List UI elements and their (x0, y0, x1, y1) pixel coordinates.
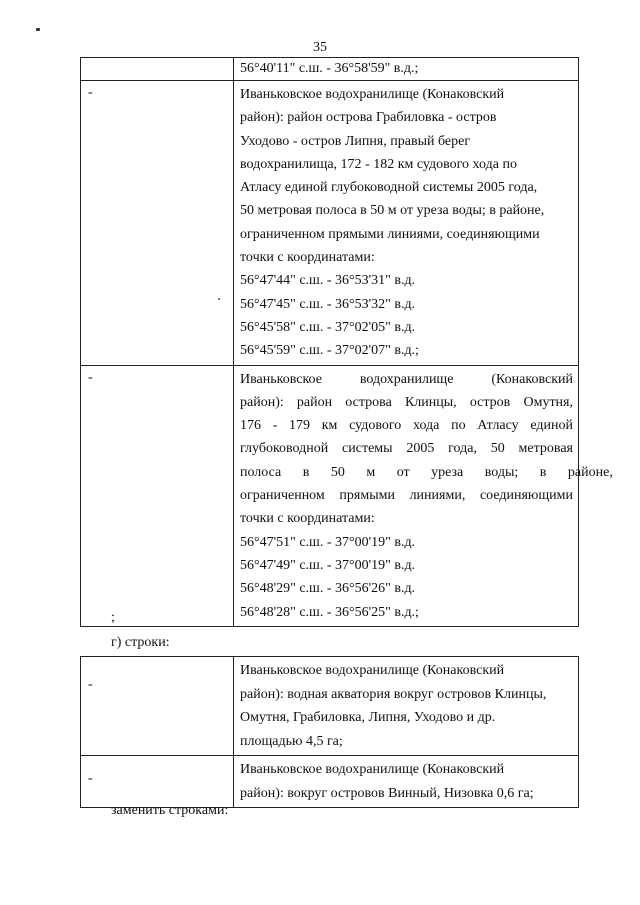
dash-marker: - (88, 677, 93, 692)
table-row (81, 58, 579, 81)
coordinate-line: 56°48'29" с.ш. - 36°56'26" в.д. (240, 581, 416, 597)
dash-cell (81, 756, 234, 808)
text-line: 56°40'11" с.ш. - 36°58'59" в.д.; (240, 61, 419, 76)
coordinates-table (80, 57, 613, 627)
coordinate-line: 56°47'51" с.ш. - 37°00'19" в.д. (240, 534, 416, 550)
dash-cell (81, 58, 234, 81)
text-line: точки с координатами: (240, 250, 375, 266)
text-cell (234, 756, 579, 808)
table-row (81, 657, 579, 756)
text-line: район): вокруг островов Винный, Низовка 0,6 га; (240, 785, 534, 801)
dash-cell (81, 657, 234, 756)
scan-mark (36, 28, 40, 31)
dash-cell (81, 365, 234, 626)
text-line: Атласу единой глубоководной системы 2005 года, (240, 180, 538, 196)
text-cell (234, 81, 579, 366)
text-line: Иваньковское водохранилище (Конаковский (240, 371, 573, 387)
text-line: точки с координатами: (240, 511, 375, 527)
section-label: г) строки: (111, 635, 170, 650)
text-line: водохранилища, 172 - 182 км судового хода по (240, 156, 517, 172)
text-cell (234, 657, 579, 756)
footer-label: заменить строками: (111, 803, 229, 818)
text-line: 176 - 179 км судового хода по Атласу единой (240, 418, 573, 434)
text-line: Уходово - остров Липня, правый берег (240, 133, 471, 149)
coordinate-line: 56°47'49" с.ш. - 37°00'19" в.д. (240, 557, 416, 573)
page-number: 35 (313, 40, 327, 55)
coordinate-line: 56°45'58" с.ш. - 37°02'05" в.д. (240, 319, 416, 335)
text-line: 50 метровая полоса в 50 м от уреза воды; в районе, (240, 203, 545, 219)
text-line: район): район острова Клинцы, остров Омутня, (240, 394, 573, 410)
text-line: район): район острова Грабиловка - остров (240, 110, 497, 126)
table-row (81, 756, 579, 808)
table-row (81, 365, 579, 626)
coordinate-line: 56°47'45" с.ш. - 36°53'32" в.д. (240, 296, 416, 312)
text-cell (234, 58, 579, 81)
text-line: Иваньковское водохранилище (Конаковский (240, 663, 505, 678)
coordinate-line: 56°47'44" с.ш. - 36°53'31" в.д. (240, 273, 416, 289)
text-line: Иваньковское водохранилище (Конаковский (240, 762, 505, 777)
text-line: полоса в 50 м от уреза воды; в районе, (240, 464, 613, 480)
text-cell (234, 365, 613, 626)
coordinate-line: 56°48'28" с.ш. - 36°56'25" в.д.; (240, 604, 419, 620)
text-line: глубоководной системы 2005 года, 50 метровая (240, 441, 573, 457)
text-line: Иваньковское водохранилище (Конаковский (240, 87, 505, 102)
text-line: ограниченном прямыми линиями, соединяющими (240, 226, 540, 242)
dash-cell (81, 81, 234, 366)
text-line: район): водная акватория вокруг островов Клинцы, (240, 686, 547, 702)
text-line: Омутня, Грабиловка, Липня, Уходово и др. (240, 710, 496, 725)
coordinate-line: 56°45'59" с.ш. - 37°02'07" в.д.; (240, 343, 419, 359)
dash-marker: - (88, 85, 93, 100)
text-line: площадью 4,5 га; (240, 733, 343, 749)
semicolon-mark: ; (111, 610, 115, 625)
text-line: ограниченном прямыми линиями, соединяющими (240, 488, 573, 504)
dash-marker: - (88, 369, 93, 385)
dash-marker: - (88, 771, 93, 786)
table-row (81, 81, 579, 366)
replaced-rows-table (80, 656, 579, 808)
